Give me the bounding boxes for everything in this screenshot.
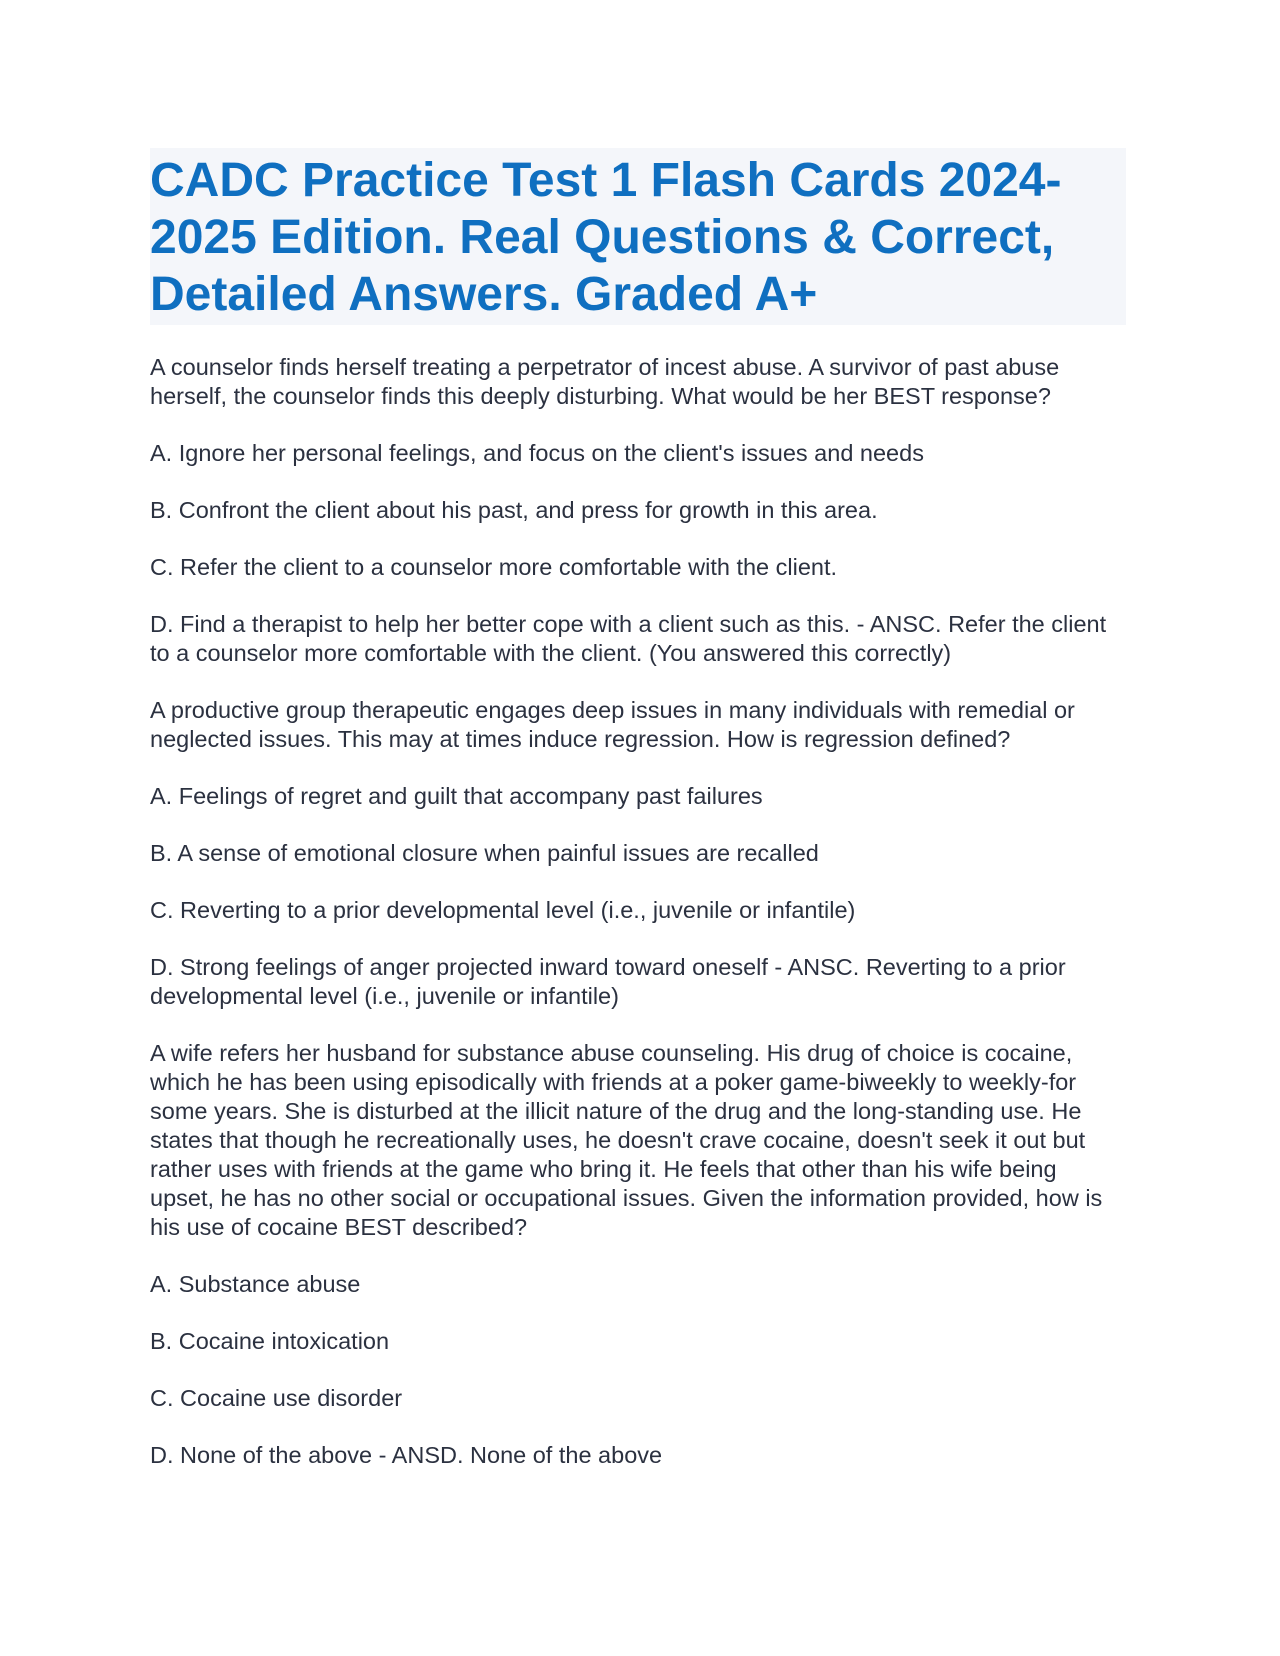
- question-2-stem: A productive group therapeutic engages deep issues in many individuals with remedial or neglected issues. This may at times induce regression. How is regression defined?: [150, 697, 1075, 752]
- question-1-option-b: B. Confront the client about his past, and press for growth in this area.: [150, 497, 878, 523]
- question-1-option-d-answer: D. Find a therapist to help her better cope with a client such as this. - ANSC. Refer the client to a counselor more comfortable with the client. (You answered this correctly): [150, 611, 1107, 666]
- title-block: [150, 148, 1126, 325]
- question-2-option-b: B. A sense of emotional closure when painful issues are recalled: [150, 840, 819, 866]
- question-3-option-c: C. Cocaine use disorder: [150, 1385, 403, 1411]
- document-page: [150, 148, 1126, 1498]
- question-3-stem: A wife refers her husband for substance abuse counseling. His drug of choice is cocaine, which he has been using episodically with friends at a poker game-biweekly to weekly-for some years. She is disturbed at the illicit nature of the drug and the long-standing use. He states that though he recreationally uses, he doesn't crave cocaine, doesn't seek it out but rather uses with friends at the game who bring it. He feels that other than his wife being upset, he has no other social or occupational issues. Given the information provided, how is his use of cocaine BEST described?: [150, 1040, 1103, 1240]
- question-3-option-b: B. Cocaine intoxication: [150, 1328, 390, 1354]
- question-2-option-c: C. Reverting to a prior developmental level (i.e., juvenile or infantile): [150, 897, 856, 923]
- question-3-option-d-answer: D. None of the above - ANSD. None of the above: [150, 1442, 663, 1468]
- question-1-stem: A counselor finds herself treating a perpetrator of incest abuse. A survivor of past abuse herself, the counselor finds this deeply disturbing. What would be her BEST response?: [150, 354, 1060, 409]
- question-2-option-d-answer: D. Strong feelings of anger projected inward toward oneself - ANSC. Reverting to a prior developmental level (i.e., juvenile or infantile): [150, 954, 1066, 1009]
- question-1-option-c: C. Refer the client to a counselor more comfortable with the client.: [150, 554, 838, 580]
- question-2-option-a: A. Feelings of regret and guilt that accompany past failures: [150, 783, 763, 809]
- question-3-option-a: A. Substance abuse: [150, 1271, 361, 1297]
- question-1-option-a: A. Ignore her personal feelings, and focus on the client's issues and needs: [150, 440, 924, 466]
- document-title: CADC Practice Test 1 Flash Cards 2024-2025 Edition. Real Questions & Correct, Detailed Answers. Graded A+: [150, 154, 1062, 321]
